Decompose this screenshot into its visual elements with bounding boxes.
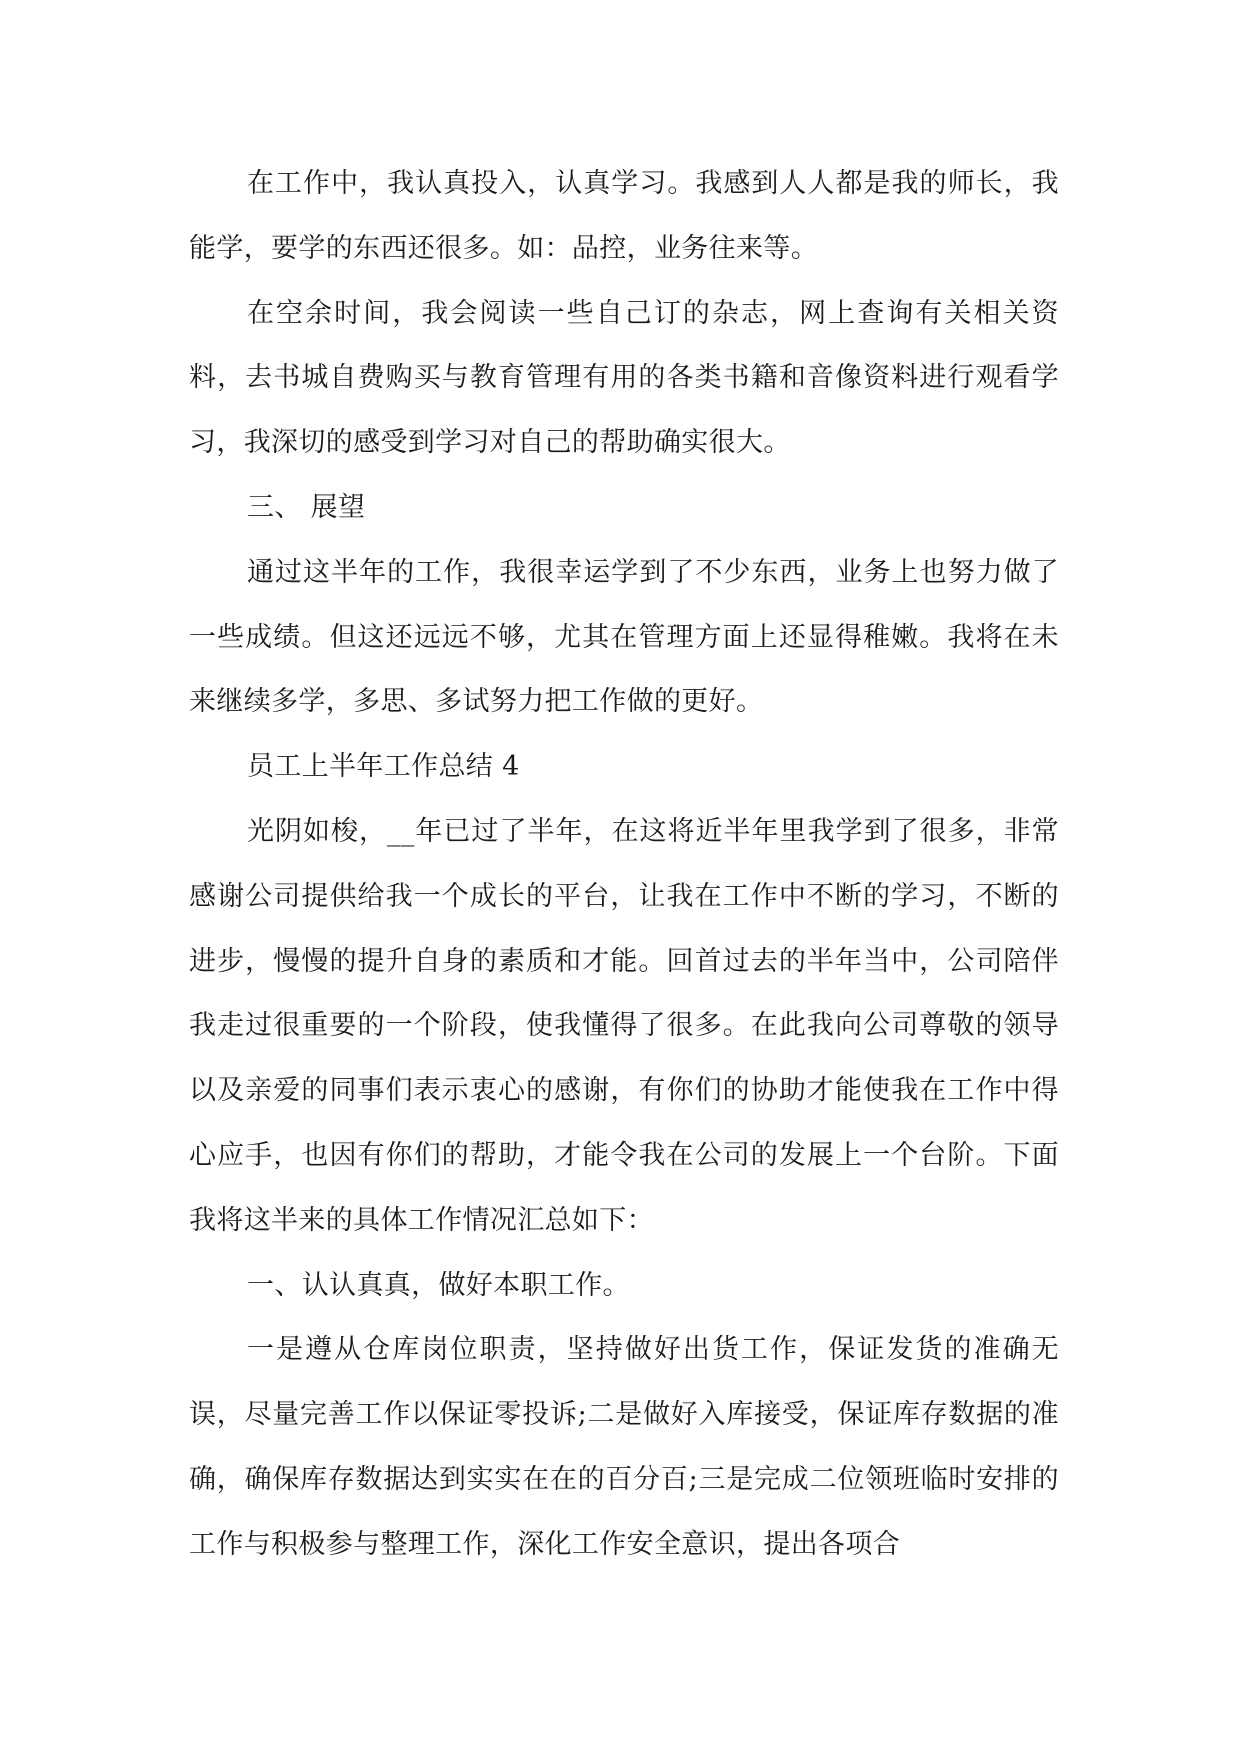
section-heading-outlook: 三、 展望 (247, 491, 366, 523)
section-heading-duties: 一、认认真真，做好本职工作。 (247, 1269, 630, 1301)
document-subtitle: 员工上半年工作总结 4 (247, 751, 520, 783)
paragraph-duties: 一是遵从仓库岗位职责，坚持做好出货工作，保证发货的准确无误，尽量完善工作以保证零投诉;二是做好入库接受，保证库存数据的准确，确保库存数据达到实实在在的百分百;三是完成二位领班临时安排的工作与积极参与整理工作，深化工作安全意识，提出各项合 (189, 1334, 1059, 1560)
paragraph-introduction: 光阴如梭，__年已过了半年，在这将近半年里我学到了很多，非常感谢公司提供给我一个成长的平台，让我在工作中不断的学习，不断的进步，慢慢的提升自身的素质和才能。回首过去的半年当中，公司陪伴我走过很重要的一个阶段，使我懂得了很多。在此我向公司尊敬的领导以及亲爱的同事们表示衷心的感谢，有你们的协助才能使我在工作中得心应手，也因有你们的帮助，才能令我在公司的发展上一个台阶。下面我将这半来的具体工作情况汇总如下： (189, 815, 1059, 1236)
document-body (189, 152, 1059, 1578)
paragraph-learning: 在工作中，我认真投入，认真学习。我感到人人都是我的师长，我能学，要学的东西还很多。如：品控，业务往来等。 (189, 168, 1059, 264)
paragraph-spare-time: 在空余时间，我会阅读一些自己订的杂志，网上查询有关相关资料，去书城自费购买与教育管理有用的各类书籍和音像资料进行观看学习，我深切的感受到学习对自己的帮助确实很大。 (189, 297, 1059, 459)
paragraph-outlook: 通过这半年的工作，我很幸运学到了不少东西，业务上也努力做了一些成绩。但这还远远不够，尤其在管理方面上还显得稚嫩。我将在未来继续多学，多思、多试努力把工作做的更好。 (189, 556, 1059, 718)
